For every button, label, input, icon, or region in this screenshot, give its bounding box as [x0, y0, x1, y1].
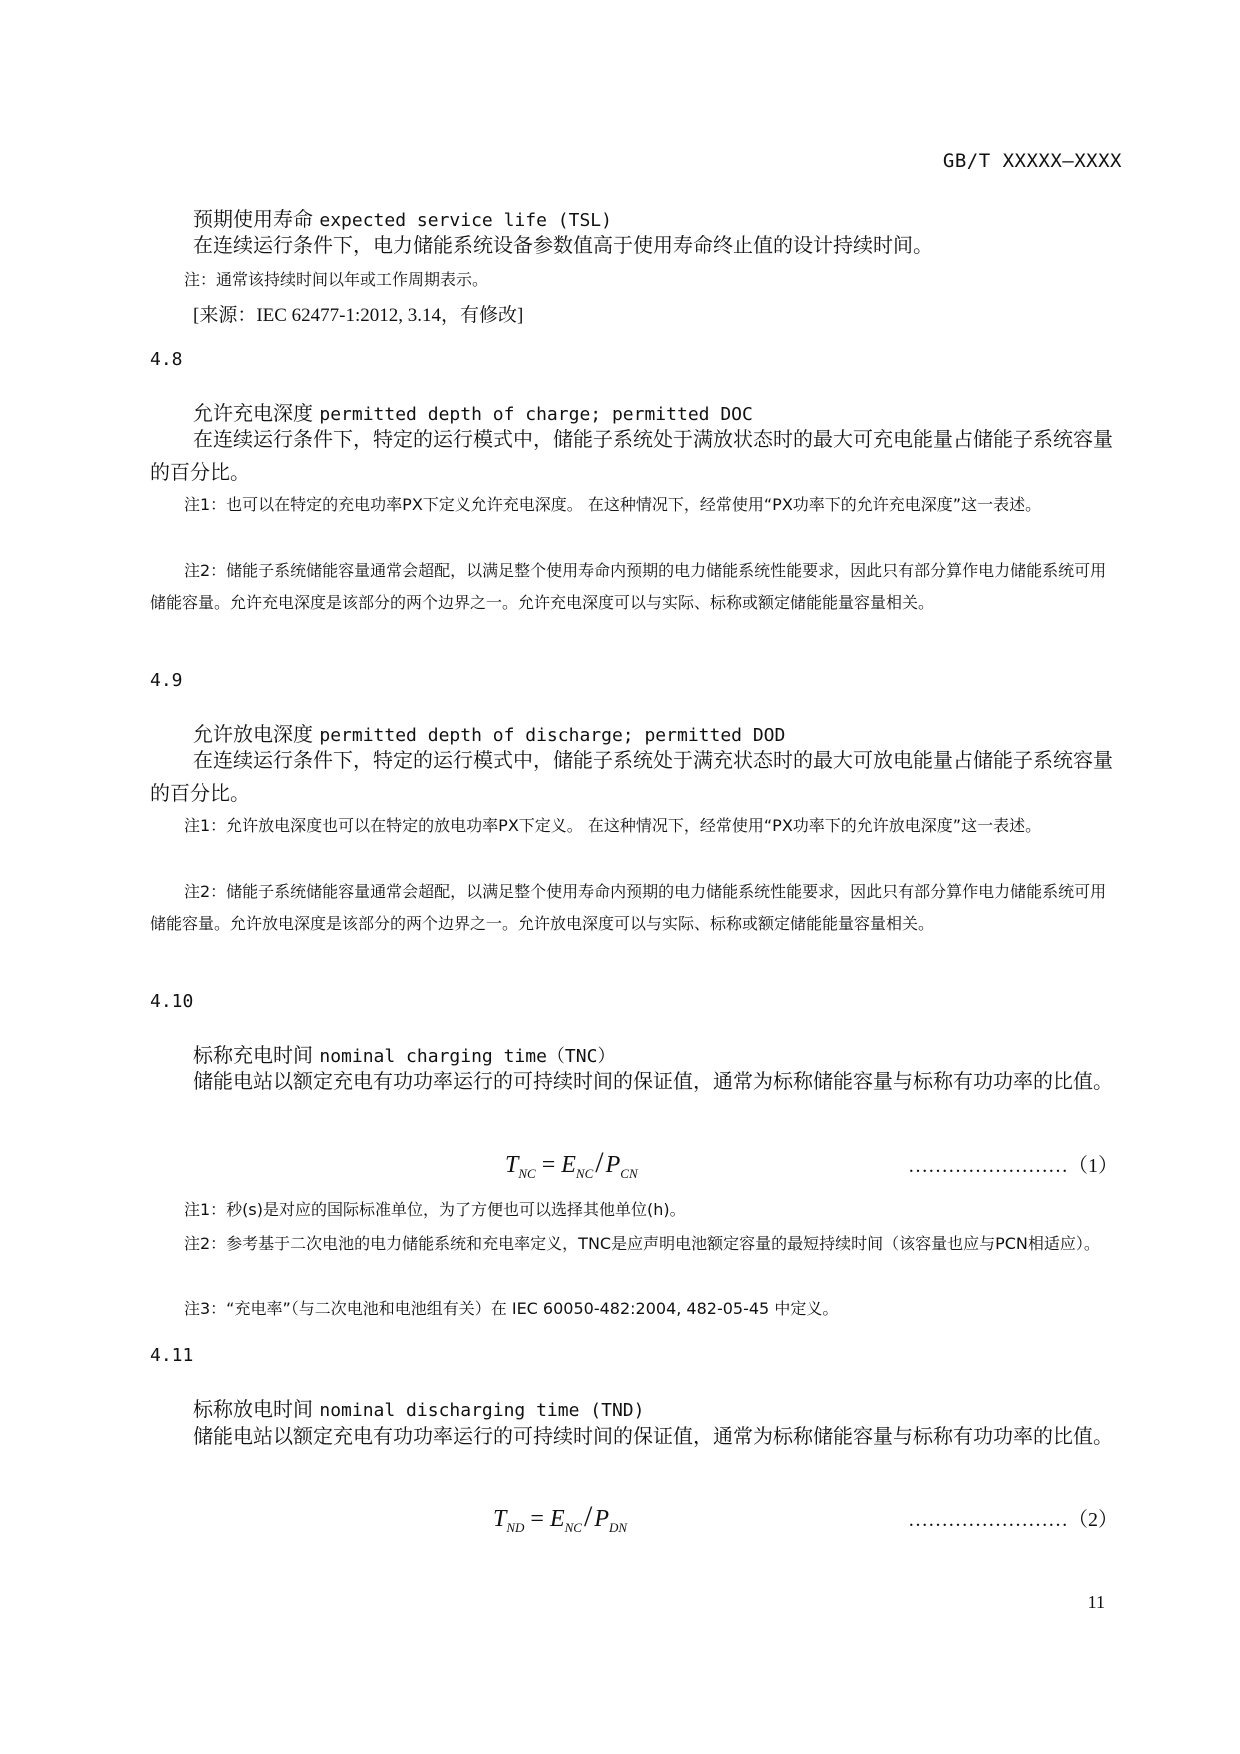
note-1: 注1：也可以在特定的充电功率PX下定义允许充电深度。 在这种情况下，经常使用“PX功率下的允许充电深度”这一表述。 — [184, 495, 1042, 514]
term-heading — [193, 718, 785, 747]
section-number: 4.11 — [150, 1345, 194, 1366]
term-en: permitted depth of charge; permitted DOC — [319, 404, 753, 425]
standard-code: GB/T XXXXX—XXXX — [942, 150, 1122, 172]
equation-number: ……………………（2） — [908, 1509, 1118, 1531]
source-citation: [来源：IEC 62477-1:2012, 3.14，有修改] — [193, 305, 524, 326]
page-number: 11 — [1087, 1592, 1105, 1612]
definition: 储能电站以额定充电有功功率运行的可持续时间的保证值，通常为标称储能容量与标称有功功率的比值。 — [193, 1069, 1113, 1093]
note-1: 注1：允许放电深度也可以在特定的放电功率PX下定义。 在这种情况下，经常使用“PX功率下的允许放电深度”这一表述。 — [184, 816, 1042, 835]
term-en: permitted depth of discharge; permitted DOD — [319, 725, 786, 746]
section-number: 4.9 — [150, 670, 183, 691]
term-cn: 允许放电深度 — [193, 722, 313, 746]
definition: 在连续运行条件下，特定的运行模式中，储能子系统处于满充状态时的最大可放电能量占储能子系统容量的百分比。 — [150, 748, 1113, 805]
formula-1: $T_{NC} = E_{NC}/P_{CN}$ — [505, 1146, 638, 1181]
definition: 在连续运行条件下，特定的运行模式中，储能子系统处于满放状态时的最大可充电能量占储能子系统容量的百分比。 — [150, 427, 1113, 484]
definition: 在连续运行条件下，电力储能系统设备参数值高于使用寿命终止值的设计持续时间。 — [193, 233, 933, 257]
term-en: nominal charging time（TNC） — [319, 1046, 616, 1067]
term-cn: 预期使用寿命 — [193, 207, 313, 231]
note-2: 注2：参考基于二次电池的电力储能系统和充电率定义，TNC是应声明电池额定容量的最短持续时间（该容量也应与PCN相适应）。 — [184, 1234, 1100, 1253]
term-heading — [193, 397, 753, 426]
note-3: 注3：“充电率”（与二次电池和电池组有关）在 IEC 60050-482:2004, 482-05-45 中定义。 — [184, 1299, 839, 1318]
section-number: 4.8 — [150, 349, 183, 370]
term-heading — [193, 1039, 615, 1068]
definition: 储能电站以额定充电有功功率运行的可持续时间的保证值，通常为标称储能容量与标称有功功率的比值。 — [193, 1424, 1113, 1448]
term-cn: 允许充电深度 — [193, 401, 313, 425]
term-heading — [193, 1393, 644, 1422]
term-en: nominal discharging time (TND) — [319, 1400, 645, 1421]
term-cn: 标称放电时间 — [193, 1397, 313, 1421]
note-2: 注2：储能子系统储能容量通常会超配，以满足整个使用寿命内预期的电力储能系统性能要求，因此只有部分算作电力储能系统可用储能容量。允许充电深度是该部分的两个边界之一。允许充电深度可以与实际、标称或额定储能能量容量相关。 — [150, 561, 1107, 612]
formula-2: $T_{ND} = E_{NC}/P_{DN}$ — [493, 1500, 628, 1535]
note: 注：通常该持续时间以年或工作周期表示。 — [184, 270, 489, 289]
term-heading — [193, 203, 612, 232]
note-2: 注2：储能子系统储能容量通常会超配，以满足整个使用寿命内预期的电力储能系统性能要求，因此只有部分算作电力储能系统可用储能容量。允许放电深度是该部分的两个边界之一。允许放电深度可以与实际、标称或额定储能能量容量相关。 — [150, 882, 1107, 933]
term-en: expected service life (TSL) — [319, 210, 612, 231]
note-1: 注1：秒(s)是对应的国际标准单位，为了方便也可以选择其他单位(h)。 — [184, 1200, 686, 1219]
equation-number: ……………………（1） — [908, 1155, 1118, 1177]
term-cn: 标称充电时间 — [193, 1043, 313, 1067]
section-number: 4.10 — [150, 991, 194, 1012]
